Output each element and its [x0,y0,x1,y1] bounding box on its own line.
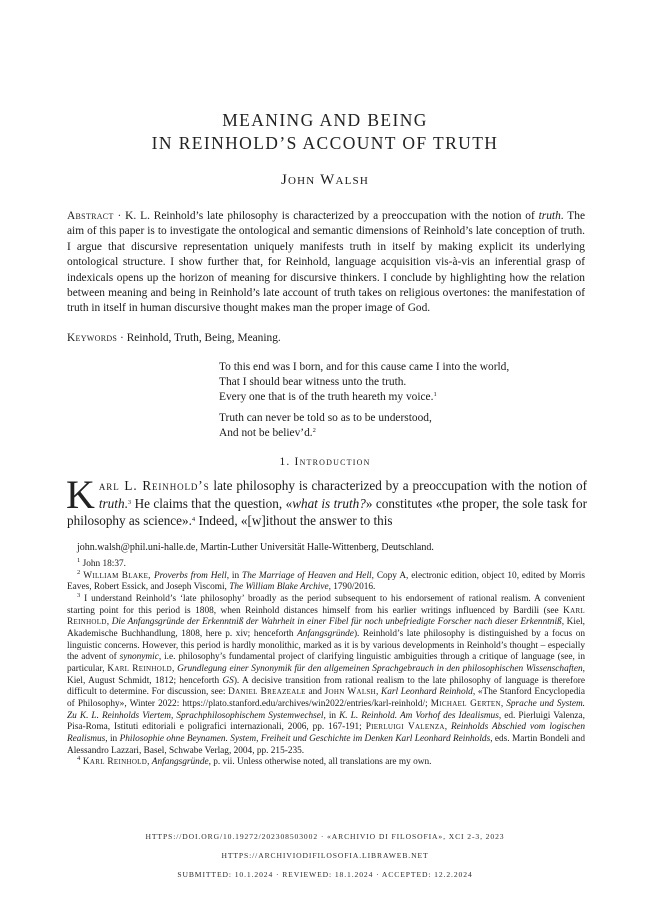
cited-author: Michael Gerten [430,698,501,709]
footnote-text: , in [323,710,340,721]
footnote-text: , eds. Martin Bondeli and Alessandro Lazzari, Basel, Schwabe Verlag, 2004, pp. 215-235. [67,733,585,756]
intro-text: . [124,495,128,511]
footnote-text: and [305,687,325,698]
abstract-text: K. L. Reinhold’s late philosophy is characterized by a preoccupation with the notion of [125,210,539,222]
cited-author: Karl Reinhold [107,663,173,674]
cited-title: GS [222,675,234,686]
abstract [67,209,585,317]
keywords-label: Keywords [67,332,118,344]
footnote-text: ). A decisive transition from rational realism to the late philosophy of language is therefore difficult to determine. For discussion, see: [67,675,585,698]
cited-title: The Marriage of Heaven and Hell [242,570,372,581]
footnote-text: , [500,698,507,709]
epigraph-line: Truth can never be told so as to be understood, [219,412,432,424]
keywords-list: Reinhold, Truth, Being, Meaning. [126,332,281,344]
footnote-ref[interactable]: 4 [191,516,196,523]
footnote-text: I understand Reinhold’s ‘late philosophy’ broadly as the period subsequent to his endorsement of rational realism. A convenient starting point for this period is 1808, when Reinhold distances himself from his earlier writings influenced by Bardili (see [67,593,585,616]
keywords-separator: · [117,332,127,344]
drop-cap: K [66,472,95,517]
footnote-ref[interactable]: 2 [312,427,316,434]
footnote-text: , i.e. philosophy’s fundamental project of clarifying linguistic ambiguities through a critique of language (see, in particular, [67,652,585,674]
footnote-number: 1 [77,557,81,564]
footnote-ref[interactable]: 3 [127,498,132,506]
footnote-text: , [106,617,112,628]
footnote-text: , [444,722,451,733]
footnote-text: , [147,757,152,768]
footnote-text: , in [105,733,120,744]
intro-emphasis: truth [98,495,125,511]
footnote-text: , ed. Pierluigi Valenza, Pisa-Roma, Istituti editoriali e poligrafici internazionali, 2006, pp. 167-191; [67,710,585,733]
footnote-emphasis: synonymic [119,652,159,663]
epigraph-line-text: Every one that is of the truth heareth my voice. [219,391,434,403]
footer-journal-url[interactable]: HTTPS://ARCHIVIODIFILOSOFIA.LIBRAWEB.NET [221,851,429,860]
cited-title: The William Blake Archive [229,582,329,593]
cited-author: Pierluigi Valenza [365,722,445,733]
footnote-3 [67,591,586,757]
footnote-text: , Kiel, August Schmidt, 1812; henceforth [67,663,585,686]
cited-title: Karl Leonhard Reinhold [381,687,473,698]
abstract-label: Abstract [67,210,114,222]
intro-text: Indeed, «[w]ithout the answer to this [195,513,393,528]
intro-text: late philosophy is characterized by a preoccupation with the notion of [209,478,587,493]
cited-title: Proverbs from Hell [153,570,227,581]
author-name: John Walsh [280,172,370,188]
footnote-1 [67,559,585,571]
article-title-line-1: MEANING AND BEING [222,110,428,130]
footnote-text: John 18:37. [80,559,126,569]
footnote-number: 4 [77,755,81,763]
epigraph-blake [219,411,589,441]
cited-title: K. L. Reinhold. Am Vorhof des Idealismus [339,710,499,721]
intro-text: He claims that the question, « [131,495,293,511]
footnote-number: 3 [77,591,81,599]
epigraph-line [219,390,589,405]
footer-submission-dates: SUBMITTED: 10.1.2024 · REVIEWED: 18.1.2024 · ACCEPTED: 12.2.2024 [177,870,473,879]
footnote-text: , «The Stanford Encyclopedia of Philosophy», Winter 2022: https://plato.stanford.edu/archives/win2022/entries/karl-reinhold/; [67,687,585,709]
epigraph-line: That I should bear witness unto the truth. [219,376,407,388]
author-contact: john.walsh@phil.uni-halle.de, Martin-Luther Universität Halle-Wittenberg, Deutschland. [77,542,434,553]
cited-author: John Walsh [324,687,376,698]
cited-title: Grundlegung einer Synonymik für den allgemeinen Sprachgebrauch in den philosophischen Wissenschaften [177,663,583,674]
footnote-ref[interactable]: 1 [433,391,437,398]
footnote-text: , [375,687,381,698]
cited-title: Sprache und System. Zu K. L. Reinholds Viertem, Sprachphilosophischem Systemwechsel [67,698,585,721]
cited-author: William Blake, [80,570,154,581]
cited-title: Die Anfangsgründe der Erkenntniß der Wahrheit in einer Fibel für noch unbefriedigte Forscher nach dieser Erkenntniß [111,617,562,628]
intro-text: » constitutes «the proper, the sole task for philosophy as science». [67,495,588,528]
abstract-separator: · [113,210,126,222]
footnote-text: ). Reinhold’s late philosophy is distinguished by a focus on linguistic concerns. However, this period is hardly monolithic, marked as it is by various developments in Reinhold’s thought – especially the advent of [67,628,586,663]
footnotes [67,559,585,769]
cited-title: Anfangsgründe [151,757,209,768]
abstract-text-continued: . The aim of this paper is to investigate the ontological and semantic dimensions of Reinhold’s late conception of truth. I argue that discursive representation uniquely manifests truth in itself by making explicit its underlying ontological structure. I show further that, for Reinhold, language acquisition vis-à-vis an inferential grasp of indexicals opens up the horizon of meaning for discursive thinkers. I conclude by highlighting how the relation between meaning and being in Reinhold’s late account of truth takes on religious overtones: the manifestation of truth in itself in human discursive thought makes man the proper image of God. [67,210,585,315]
epigraph-line-text: And not be believ’d. [219,427,313,439]
epigraph-line: To this end was I born, and for this cause came I into the world, [219,361,510,373]
footnote-text: , p. vii. Unless otherwise noted, all translations are my own. [208,757,432,768]
cited-author: Karl Reinhold [80,757,148,768]
cited-title: Philosophie ohne Beynamen. System, Freiheit und Geschichte im Denken Karl Leonhard Reinholds [119,733,491,744]
cited-title: Anfangsgründe [297,628,354,639]
footnote-text: , Copy A, electronic edition, object 10, edited by Morris Eaves, Robert Essick, and Joseph Viscomi, [67,570,585,593]
cited-author: Daniel Breazeale [228,687,306,698]
footnote-text: , Kiel, Akademische Buchhandlung, 1808, here p. xiv; henceforth [67,617,586,639]
intro-paragraph [66,472,588,530]
intro-emphasis: what is truth? [292,495,366,511]
footnote-text: , [172,663,178,674]
section-heading: 1. Introduction [279,456,371,468]
footer-doi-line[interactable]: HTTPS://DOI.ORG/10.19272/202308503002 · «ARCHIVIO DI FILOSOFIA», XCI 2-3, 2023 [145,832,505,841]
cited-author: Karl Reinhold [67,605,585,628]
abstract-emphasis: truth [538,210,561,222]
footnote-text: , 1790/2016. [328,582,376,593]
keywords [67,331,585,346]
cited-title: Reinholds Abschied vom logischen Realismus [67,722,585,744]
author-name-smallcaps: arl L. Reinhold’s [98,478,210,493]
footnote-text: , in [226,570,243,581]
epigraph-bible [219,360,589,405]
footnote-4 [67,757,585,769]
epigraph-line [219,426,589,441]
footnote-number: 2 [77,568,81,576]
article-title-line-2: IN REINHOLD’S ACCOUNT OF TRUTH [151,133,499,153]
footnote-2 [67,568,585,594]
